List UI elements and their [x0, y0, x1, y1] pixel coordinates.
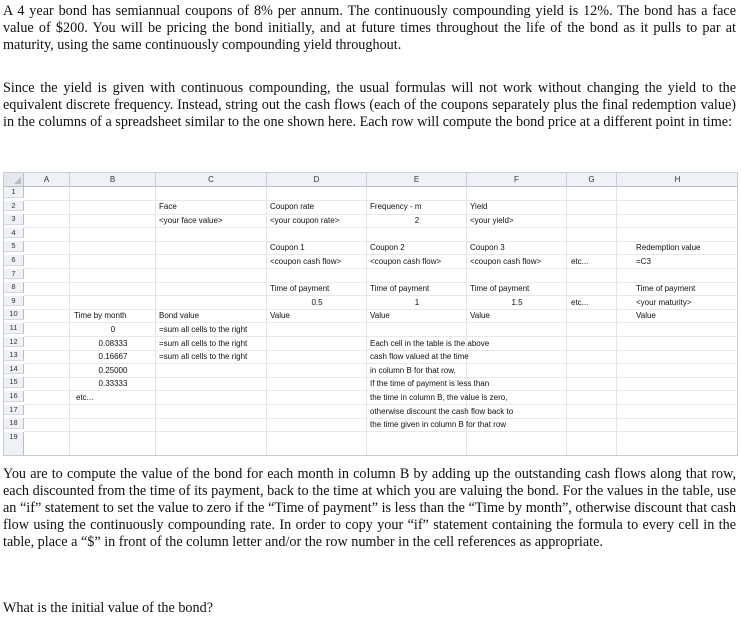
row-header-19[interactable]: 19	[4, 432, 24, 456]
cell-h9[interactable]: <your maturity>	[636, 297, 692, 307]
col-header-c[interactable]: C	[156, 173, 267, 187]
row-header-14[interactable]: 14	[4, 364, 24, 375]
cell-d9[interactable]: 0.5	[311, 297, 323, 307]
note-line-6: otherwise discount the cash flow back to	[370, 406, 514, 416]
cell-d6[interactable]: <coupon cash flow>	[270, 257, 342, 266]
col-header-h[interactable]: H	[617, 173, 738, 187]
spreadsheet	[3, 172, 738, 456]
note-line-2: cash flow valued at the time	[370, 352, 469, 362]
cell-b15[interactable]: 0.33333	[98, 379, 128, 389]
row-header-4[interactable]: 4	[4, 228, 24, 239]
cell-c13[interactable]: =sum all cells to the right	[159, 352, 248, 362]
cell-d2[interactable]: Coupon rate	[270, 202, 315, 211]
col-header-e[interactable]: E	[367, 173, 467, 187]
row-header-13[interactable]: 13	[4, 350, 24, 361]
cell-b10[interactable]: Time by month	[74, 311, 127, 321]
corner-triangle-icon	[14, 177, 21, 184]
row-header-5[interactable]: 5	[4, 241, 24, 252]
row-header-16[interactable]: 16	[4, 391, 24, 402]
cell-e3[interactable]: 2	[414, 215, 420, 225]
col-header-f[interactable]: F	[467, 173, 567, 187]
cell-f8[interactable]: Time of payment	[470, 284, 530, 294]
cell-b12[interactable]: 0.08333	[98, 338, 128, 348]
cell-b14[interactable]: 0.25000	[98, 365, 128, 375]
cell-d8[interactable]: Time of payment	[270, 284, 330, 294]
intro-paragraph-2: Since the yield is given with continuous compounding, the usual formulas will not work without changing the yield to the equivalent discrete frequency. Instead, string out the cash flows (each of the coupons separately plus the final redemption value) in the columns of a spreadsheet similar to the one shown here. Each row will compute the bond price at a different point in time:	[3, 80, 736, 130]
cell-h6[interactable]: =C3	[636, 257, 651, 266]
grid-line	[24, 431, 738, 432]
row-header-10[interactable]: 10	[4, 309, 24, 320]
cell-c12[interactable]: =sum all cells to the right	[159, 338, 248, 348]
cell-f3[interactable]: <your yield>	[470, 215, 514, 225]
cell-g6[interactable]: etc...	[571, 257, 589, 266]
cell-d3[interactable]: <your coupon rate>	[270, 215, 340, 225]
cell-d5[interactable]: Coupon 1	[270, 243, 305, 253]
cell-e6[interactable]: <coupon cash flow>	[370, 257, 442, 266]
row-header-6[interactable]: 6	[4, 255, 24, 266]
row-header-12[interactable]: 12	[4, 337, 24, 348]
intro-paragraph-1: A 4 year bond has semiannual coupons of 8% per annum. The continuously compounding yield is 12%. The bond has a face value of $200. You will be pricing the bond initially, and at future times throughout the life of the bond as it pulls to par at maturity, using the same continuously compounding yield throughout.	[3, 3, 736, 53]
row-header-9[interactable]: 9	[4, 296, 24, 307]
note-line-3: in column B for that row.	[370, 365, 456, 375]
grid-line	[24, 227, 738, 228]
grid-line	[24, 268, 738, 269]
select-all-corner[interactable]	[4, 173, 24, 187]
row-header-7[interactable]: 7	[4, 269, 24, 280]
instructions-paragraph: You are to compute the value of the bond for each month in column B by adding up the outstanding cash flows along that row, each discounted from the time of its payment, back to the time at which you are valuing the bond. For the values in the table, use an “if” statement to set the value to zero if the “Time of payment” is less than the “Time by month”, otherwise discount that cash flow using the continuously compounding rate. In order to copy your “if” statement containing the formula to every cell in the table, place a “$” in front of the column letter and/or the row number in the cell references as appropriate.	[3, 466, 736, 550]
row-header-15[interactable]: 15	[4, 377, 24, 388]
cell-h5[interactable]: Redemption value	[636, 243, 701, 253]
row-header-17[interactable]: 17	[4, 405, 24, 416]
row-header-1[interactable]: 1	[4, 187, 24, 198]
cell-c10[interactable]: Bond value	[159, 311, 200, 321]
col-header-g[interactable]: G	[567, 173, 617, 187]
cell-h10[interactable]: Value	[636, 311, 656, 321]
cell-e8[interactable]: Time of payment	[370, 284, 430, 294]
cell-b11[interactable]: 0	[110, 325, 116, 334]
cell-f5[interactable]: Coupon 3	[470, 243, 505, 253]
cell-e9[interactable]: 1	[414, 297, 420, 307]
row-header-11[interactable]: 11	[4, 323, 24, 334]
question-text: What is the initial value of the bond?	[3, 600, 213, 616]
cell-b13[interactable]: 0.16667	[98, 352, 128, 362]
cell-f6[interactable]: <coupon cash flow>	[470, 257, 542, 266]
cell-f10[interactable]: Value	[470, 311, 490, 321]
col-header-b[interactable]: B	[70, 173, 156, 187]
row-header-18[interactable]: 18	[4, 418, 24, 429]
cell-f9[interactable]: 1.5	[511, 297, 523, 307]
cell-f2[interactable]: Yield	[470, 202, 488, 211]
cell-e5[interactable]: Coupon 2	[370, 243, 405, 253]
cell-c2[interactable]: Face	[159, 202, 177, 211]
row-header-2[interactable]: 2	[4, 201, 24, 212]
cell-g9[interactable]: etc...	[571, 297, 589, 307]
cell-c3[interactable]: <your face value>	[159, 215, 223, 225]
col-header-d[interactable]: D	[267, 173, 367, 187]
cell-e10[interactable]: Value	[370, 311, 390, 321]
note-line-1: Each cell in the table is the above	[370, 338, 490, 348]
cell-c11[interactable]: =sum all cells to the right	[159, 325, 248, 334]
cell-e2[interactable]: Frequency - m	[370, 202, 422, 211]
note-line-5: the time in column B, the value is zero,	[370, 393, 508, 402]
note-line-7: the time given in column B for that row	[370, 420, 507, 430]
row-header-8[interactable]: 8	[4, 282, 24, 293]
col-header-a[interactable]: A	[24, 173, 70, 187]
note-line-4: If the time of payment is less than	[370, 379, 490, 389]
cell-b16[interactable]: etc...	[76, 393, 94, 402]
cell-d10[interactable]: Value	[270, 311, 290, 321]
row-header-3[interactable]: 3	[4, 214, 24, 225]
cell-h8[interactable]: Time of payment	[636, 284, 696, 294]
